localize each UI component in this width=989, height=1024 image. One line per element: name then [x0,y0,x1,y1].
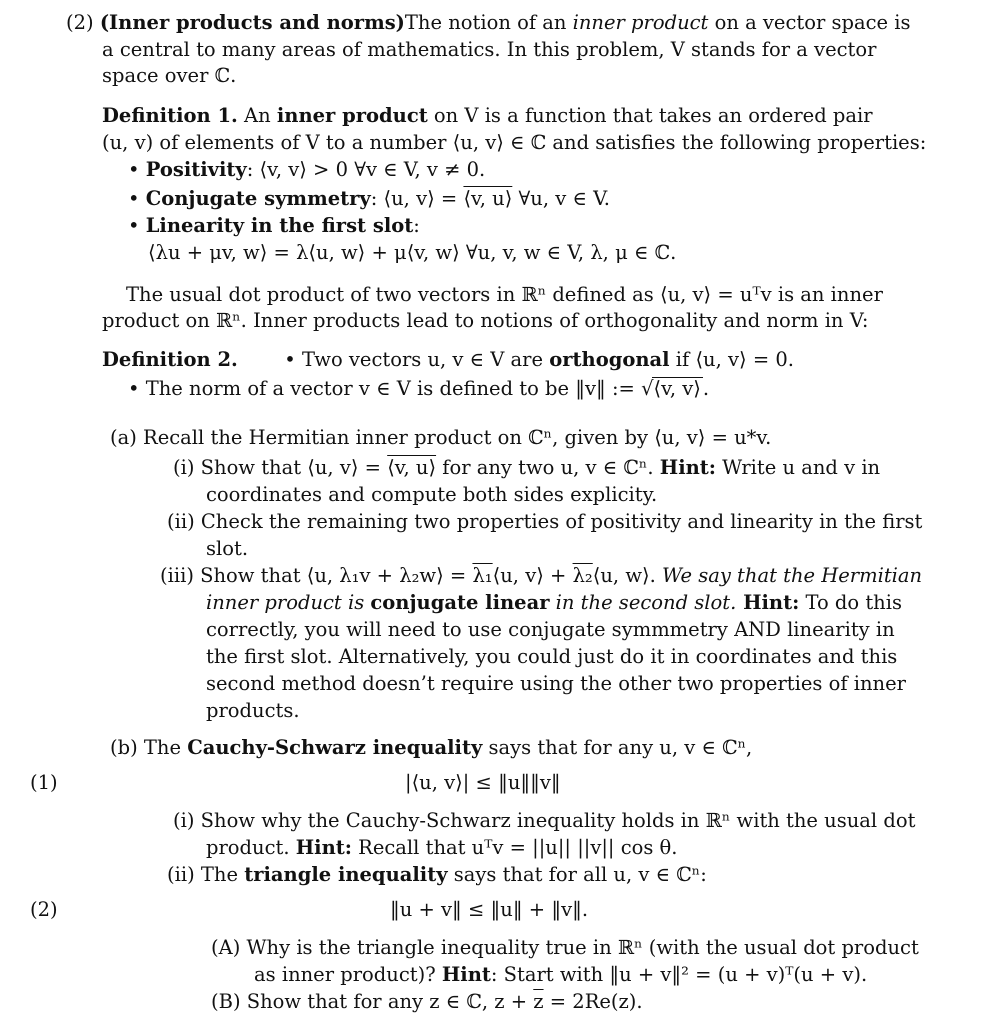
bullet-icon: • [284,348,296,371]
positivity-bullet: • Positivity: ⟨v, v⟩ > 0 ∀v ∈ V, v ≠ 0. [128,158,486,181]
bullet-icon: • [128,377,140,400]
equation-1: |⟨u, v⟩| ≤ ‖u‖‖v‖ [405,771,561,794]
sqrt-sign: √ [641,377,654,400]
definition-2-line-2: • The norm of a vector v ∈ V is defined to be ‖v‖ := √⟨v, v⟩ . [128,377,710,400]
linearity-bullet: • Linearity in the first slot: [128,214,420,237]
problem-title: (Inner products and norms) [99,11,405,34]
dot-product-line-2: product on ℝⁿ. Inner products lead to notions of orthogonality and norm in V: [102,309,869,332]
bullet-icon: • [128,187,140,210]
part-a-i-line-2: coordinates and compute both sides explicity. [206,483,658,506]
part-a-iii-line-3: correctly, you will need to use conjugate symmmetry AND linearity in [206,618,895,641]
linearity-formula: ⟨λu + μv, w⟩ = λ⟨u, w⟩ + μ⟨v, w⟩ ∀u, v, w ∈ V, λ, μ ∈ ℂ. [148,241,677,264]
definition-1-line-1: Definition 1. An inner product on V is a function that takes an ordered pair [102,104,873,127]
part-a-iii-line-1: (iii) Show that ⟨u, λ₁v + λ₂w⟩ = λ₁⟨u, v⟩ + λ₂⟨u, w⟩. We say that the Hermitian [160,564,923,587]
problem-number: (2) [66,11,94,34]
part-a-iii-line-2: inner product is conjugate linear in the second slot. Hint: To do this [206,591,902,614]
problem-intro-line-1: (2) (Inner products and norms)The notion of an inner product on a vector space is [66,11,911,34]
part-a-ii-line-1: (ii) Check the remaining two properties of positivity and linearity in the first [167,510,923,533]
equation-2: ‖u + v‖ ≤ ‖u‖ + ‖v‖. [390,898,589,921]
equation-2-number: (2) [30,898,58,921]
part-a-intro: (a) Recall the Hermitian inner product on ℂⁿ, given by ⟨u, v⟩ = u*v. [110,426,772,449]
part-a-iii-line-6: products. [206,699,300,722]
part-b-i-line-2: product. Hint: Recall that uᵀv = ||u|| ||v|| cos θ. [206,836,678,859]
problem-intro-line-3: space over ℂ. [102,64,237,87]
bullet-icon: • [128,158,140,181]
part-b-intro: (b) The Cauchy-Schwarz inequality says that for any u, v ∈ ℂⁿ, [110,736,753,759]
part-b-A-line-1: (A) Why is the triangle inequality true in ℝⁿ (with the usual dot product [211,936,919,959]
inner-product-emphasis: inner product [572,11,709,34]
bullet-icon: • [128,214,140,237]
definition-2-label: Definition 2. [102,348,238,371]
part-b-i-line-1: (i) Show why the Cauchy-Schwarz inequality holds in ℝⁿ with the usual dot [173,809,916,832]
definition-1-label: Definition 1. [102,104,238,127]
equation-1-number: (1) [30,771,58,794]
sqrt-radicand: ⟨v, v⟩ [653,377,701,400]
definition-2-line-1: Definition 2. • Two vectors u, v ∈ V are orthogonal if ⟨u, v⟩ = 0. [102,348,794,371]
part-a-iii-line-4: the first slot. Alternatively, you could just do it in coordinates and this [206,645,898,668]
definition-1-line-2: (u, v) of elements of V to a number ⟨u, v⟩ ∈ ℂ and satisfies the following properties: [102,131,927,154]
problem-intro-line-2: a central to many areas of mathematics. In this problem, V stands for a vector [102,38,877,61]
part-a-iii-line-5: second method doesn’t require using the other two properties of inner [206,672,906,695]
part-a-i-line-1: (i) Show that ⟨u, v⟩ = ⟨v, u⟩ for any two u, v ∈ ℂⁿ. Hint: Write u and v in [173,456,881,479]
conjugate-symmetry-bullet: • Conjugate symmetry: ⟨u, v⟩ = ⟨v, u⟩ ∀u, v ∈ V. [128,187,610,210]
part-b-B-line: (B) Show that for any z ∈ ℂ, $z + \overline{z} = 2Re(z)$. [211,990,643,1013]
dot-product-line-1: The usual dot product of two vectors in ℝⁿ defined as ⟨u, v⟩ = uᵀv is an inner [126,283,883,306]
part-a-ii-line-2: slot. [206,537,249,560]
part-b-ii-line: (ii) The triangle inequality says that for all u, v ∈ ℂⁿ: [167,863,707,886]
part-b-A-line-2: as inner product)? Hint: Start with ‖u + v‖² = (u + v)ᵀ(u + v). [254,963,868,986]
